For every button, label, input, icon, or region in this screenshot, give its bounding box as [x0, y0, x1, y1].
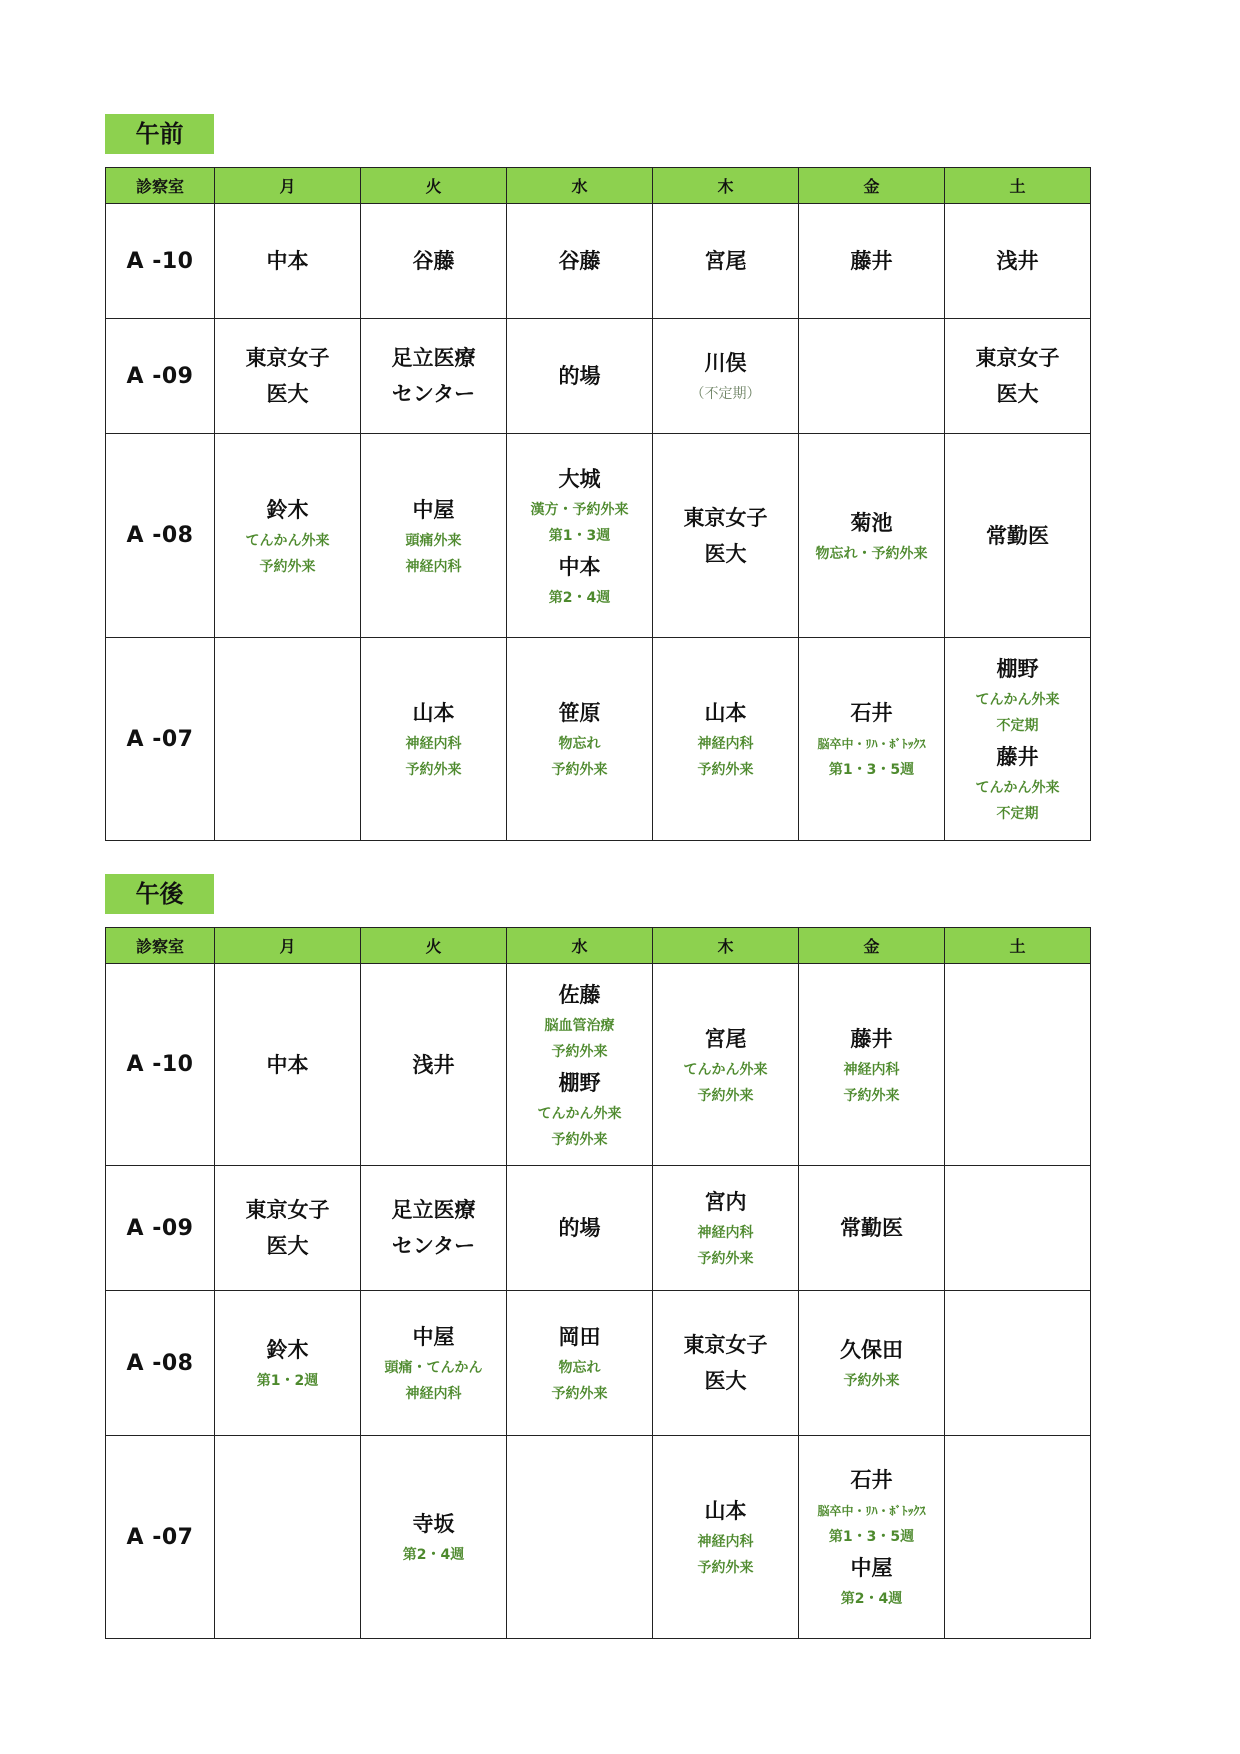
- clinic-note: 予約外来: [697, 1251, 754, 1267]
- clinic-note: 脳卒中・ﾘﾊ・ﾎﾞﾄｯｸｽ: [817, 737, 926, 751]
- doctor-name: 常勤医: [840, 1216, 903, 1240]
- schedule-cell-mon: [215, 319, 361, 434]
- doctor-name: 谷藤: [412, 249, 455, 273]
- doctor-name: センター: [391, 382, 476, 406]
- day-header-mon: 月: [215, 168, 361, 204]
- schedule-cell-thu: [653, 1291, 799, 1436]
- room-cell: A -08: [106, 434, 215, 638]
- doctor-name: 医大: [704, 1369, 747, 1393]
- clinic-note: 予約外来: [697, 1087, 754, 1104]
- table-row: [106, 319, 1091, 434]
- schedule-cell-sat: [945, 1166, 1091, 1291]
- cell-content: [945, 651, 1090, 827]
- doctor-name: 東京女子: [245, 346, 330, 370]
- clinic-note: 神経内科: [843, 1061, 900, 1078]
- doctor-name: 東京女子: [683, 1333, 768, 1357]
- cell-content: [215, 1192, 360, 1264]
- doctor-name: 笹原: [558, 701, 601, 725]
- clinic-note: 第1・3週: [548, 527, 611, 544]
- doctor-name: 鈴木: [266, 497, 309, 522]
- cell-content: [507, 1210, 652, 1246]
- day-header-tue: 火: [361, 928, 507, 964]
- table-row: [106, 1166, 1091, 1291]
- schedule-cell-fri: [799, 319, 945, 434]
- doctor-name: 鈴木: [266, 1338, 309, 1362]
- cell-content: [799, 243, 944, 279]
- schedule-cell-mon: [215, 638, 361, 841]
- cell-content: [653, 500, 798, 572]
- schedule-cell-wed: [507, 319, 653, 434]
- schedule-cell-wed: [507, 1436, 653, 1639]
- schedule-cell-tue: [361, 1436, 507, 1639]
- schedule-cell-fri: [799, 1291, 945, 1436]
- clinic-note: （不定期）: [690, 386, 761, 402]
- header-row: [106, 928, 1091, 964]
- cell-content: [215, 243, 360, 279]
- cell-content: [215, 340, 360, 412]
- clinic-note: 予約外来: [551, 762, 608, 778]
- schedule-cell-tue: [361, 1166, 507, 1291]
- doctor-name: 石井: [850, 701, 893, 725]
- schedule-cell-mon: [215, 1436, 361, 1639]
- clinic-note: 予約外来: [843, 1087, 900, 1104]
- morning-label: 午前: [105, 114, 214, 154]
- doctor-name: 菊池: [850, 510, 893, 535]
- day-header-thu: 木: [653, 928, 799, 964]
- clinic-note: てんかん外来: [975, 780, 1060, 796]
- cell-content: [653, 1327, 798, 1399]
- schedule-cell-wed: [507, 434, 653, 638]
- schedule-cell-thu: [653, 1436, 799, 1639]
- schedule-cell-tue: [361, 319, 507, 434]
- schedule-cell-sat: [945, 204, 1091, 319]
- clinic-note: てんかん外来: [683, 1061, 768, 1078]
- doctor-name: 棚野: [558, 1070, 601, 1095]
- schedule-cell-mon: [215, 1291, 361, 1436]
- schedule-cell-thu: [653, 964, 799, 1166]
- schedule-cell-wed: [507, 638, 653, 841]
- clinic-note: 予約外来: [551, 1043, 608, 1060]
- doctor-name: 久保田: [840, 1338, 903, 1362]
- clinic-note: てんかん外来: [245, 532, 330, 549]
- schedule-cell-fri: [799, 638, 945, 841]
- header-row: [106, 168, 1091, 204]
- clinic-note: 頭痛・てんかん: [384, 1360, 483, 1376]
- cell-content: [799, 505, 944, 567]
- cell-content: [799, 1021, 944, 1109]
- cell-content: [653, 1493, 798, 1581]
- clinic-note: 神経内科: [405, 736, 462, 752]
- cell-content: [361, 1319, 506, 1407]
- room-cell: A -10: [106, 204, 215, 319]
- clinic-note: 神経内科: [697, 736, 754, 752]
- schedule-cell-tue: [361, 204, 507, 319]
- clinic-note: 不定期: [996, 718, 1039, 734]
- room-header: 診察室: [106, 168, 215, 204]
- doctor-name: 中屋: [850, 1556, 893, 1580]
- schedule-cell-wed: [507, 1291, 653, 1436]
- day-header-sat: 土: [945, 168, 1091, 204]
- schedule-cell-tue: [361, 1291, 507, 1436]
- schedule-cell-sat: [945, 319, 1091, 434]
- schedule-cell-mon: [215, 204, 361, 319]
- schedule-cell-sat: [945, 964, 1091, 1166]
- cell-content: [799, 1462, 944, 1612]
- clinic-note: 予約外来: [551, 1131, 608, 1148]
- doctor-name: 医大: [704, 541, 747, 566]
- room-cell: A -07: [106, 1436, 215, 1639]
- table-row: [106, 434, 1091, 638]
- cell-content: [215, 1332, 360, 1394]
- clinic-note: 神経内科: [697, 1225, 754, 1241]
- schedule-cell-thu: [653, 434, 799, 638]
- clinic-note: 予約外来: [405, 762, 462, 778]
- schedule-cell-fri: [799, 964, 945, 1166]
- cell-content: [945, 243, 1090, 279]
- cell-content: [361, 1047, 506, 1083]
- afternoon-table-body: [106, 964, 1091, 1639]
- doctor-name: 中屋: [412, 1325, 455, 1349]
- clinic-note: 予約外来: [259, 558, 316, 575]
- schedule-cell-wed: [507, 1166, 653, 1291]
- doctor-name: 中本: [266, 1052, 309, 1077]
- doctor-name: 的場: [558, 364, 601, 388]
- morning-schedule-table: [105, 167, 1091, 841]
- schedule-cell-tue: [361, 638, 507, 841]
- doctor-name: 中屋: [412, 497, 455, 522]
- cell-content: [507, 358, 652, 394]
- doctor-name: 医大: [266, 1234, 309, 1258]
- doctor-name: 足立医療: [391, 346, 476, 370]
- day-header-thu: 木: [653, 168, 799, 204]
- schedule-cell-mon: [215, 1166, 361, 1291]
- clinic-note: 第1・2週: [256, 1373, 319, 1389]
- schedule-cell-sat: [945, 1291, 1091, 1436]
- clinic-note: 予約外来: [843, 1373, 900, 1389]
- day-header-wed: 水: [507, 928, 653, 964]
- cell-content: [653, 1184, 798, 1272]
- clinic-note: 第2・4週: [840, 1591, 903, 1607]
- doctor-name: 山本: [704, 1499, 747, 1523]
- clinic-note: 予約外来: [697, 762, 754, 778]
- clinic-note: 物忘れ: [558, 1360, 601, 1376]
- clinic-note: 漢方・予約外来: [530, 501, 629, 518]
- clinic-note: 第1・3・5週: [828, 762, 915, 778]
- room-header: 診察室: [106, 928, 215, 964]
- schedule-cell-wed: [507, 204, 653, 319]
- clinic-note: てんかん外来: [537, 1105, 622, 1122]
- schedule-cell-fri: [799, 1166, 945, 1291]
- cell-content: [507, 243, 652, 279]
- schedule-cell-tue: [361, 964, 507, 1166]
- cell-content: [215, 1047, 360, 1083]
- clinic-note: 不定期: [996, 806, 1039, 822]
- table-row: [106, 1436, 1091, 1639]
- clinic-note: 第2・4週: [402, 1547, 465, 1563]
- table-row: [106, 1291, 1091, 1436]
- doctor-name: 宮尾: [704, 1026, 747, 1051]
- cell-content: [507, 461, 652, 611]
- table-row: [106, 638, 1091, 841]
- schedule-cell-tue: [361, 434, 507, 638]
- cell-content: [653, 243, 798, 279]
- day-header-tue: 火: [361, 168, 507, 204]
- doctor-name: センター: [391, 1234, 476, 1258]
- doctor-name: 佐藤: [558, 982, 601, 1007]
- cell-content: [653, 695, 798, 783]
- day-header-fri: 金: [799, 168, 945, 204]
- cell-content: [215, 492, 360, 580]
- cell-content: [945, 340, 1090, 412]
- day-header-wed: 水: [507, 168, 653, 204]
- clinic-note: 神経内科: [405, 1386, 462, 1402]
- doctor-name: 宮尾: [704, 249, 747, 273]
- schedule-cell-sat: [945, 434, 1091, 638]
- schedule-cell-fri: [799, 204, 945, 319]
- doctor-name: 山本: [704, 701, 747, 725]
- afternoon-label: 午後: [105, 874, 214, 914]
- doctor-name: 藤井: [996, 745, 1039, 769]
- clinic-note: 予約外来: [551, 1386, 608, 1402]
- room-cell: A -09: [106, 1166, 215, 1291]
- schedule-cell-fri: [799, 1436, 945, 1639]
- cell-content: [507, 1319, 652, 1407]
- cell-content: [361, 1506, 506, 1568]
- cell-content: [799, 1332, 944, 1394]
- schedule-cell-sat: [945, 1436, 1091, 1639]
- doctor-name: 寺坂: [412, 1512, 455, 1536]
- cell-content: [361, 1192, 506, 1264]
- cell-content: [945, 518, 1090, 554]
- clinic-note: 頭痛外来: [405, 532, 462, 549]
- room-cell: A -09: [106, 319, 215, 434]
- clinic-note: 第2・4週: [548, 589, 611, 606]
- room-cell: A -10: [106, 964, 215, 1166]
- clinic-note: てんかん外来: [975, 692, 1060, 708]
- clinic-note: 第1・3・5週: [828, 1529, 915, 1545]
- schedule-cell-thu: [653, 204, 799, 319]
- cell-content: [361, 492, 506, 580]
- doctor-name: 的場: [558, 1216, 601, 1240]
- schedule-cell-wed: [507, 964, 653, 1166]
- room-cell: A -08: [106, 1291, 215, 1436]
- doctor-name: 藤井: [850, 249, 893, 273]
- cell-content: [653, 345, 798, 407]
- cell-content: [361, 340, 506, 412]
- table-row: [106, 204, 1091, 319]
- doctor-name: 石井: [850, 1468, 893, 1492]
- cell-content: [507, 695, 652, 783]
- afternoon-schedule-table: [105, 927, 1091, 1639]
- clinic-note: 脳卒中・ﾘﾊ・ﾎﾞﾄｯｸｽ: [817, 1504, 926, 1518]
- doctor-name: 川俣: [704, 351, 747, 375]
- doctor-name: 医大: [996, 382, 1039, 406]
- doctor-name: 藤井: [850, 1026, 893, 1051]
- cell-content: [799, 1210, 944, 1246]
- day-header-mon: 月: [215, 928, 361, 964]
- doctor-name: 中本: [558, 554, 601, 579]
- schedule-cell-mon: [215, 964, 361, 1166]
- day-header-sat: 土: [945, 928, 1091, 964]
- morning-section: [105, 114, 1089, 841]
- clinic-note: 神経内科: [405, 558, 462, 575]
- cell-content: [507, 977, 652, 1153]
- doctor-name: 山本: [412, 701, 455, 725]
- schedule-cell-fri: [799, 434, 945, 638]
- schedule-cell-thu: [653, 638, 799, 841]
- morning-table-body: [106, 204, 1091, 841]
- doctor-name: 常勤医: [986, 523, 1049, 548]
- clinic-note: 神経内科: [697, 1534, 754, 1550]
- clinic-note: 物忘れ: [558, 736, 601, 752]
- day-header-fri: 金: [799, 928, 945, 964]
- doctor-name: 東京女子: [975, 346, 1060, 370]
- cell-content: [799, 695, 944, 783]
- clinic-note: 予約外来: [697, 1560, 754, 1576]
- table-row: [106, 964, 1091, 1166]
- schedule-cell-thu: [653, 1166, 799, 1291]
- schedule-cell-mon: [215, 434, 361, 638]
- afternoon-section: [105, 874, 1089, 1639]
- clinic-note: 物忘れ・予約外来: [815, 545, 928, 562]
- doctor-name: 岡田: [558, 1325, 601, 1349]
- doctor-name: 浅井: [412, 1052, 455, 1077]
- room-cell: A -07: [106, 638, 215, 841]
- doctor-name: 浅井: [996, 249, 1039, 273]
- doctor-name: 中本: [266, 249, 309, 273]
- schedule-cell-sat: [945, 638, 1091, 841]
- doctor-name: 足立医療: [391, 1198, 476, 1222]
- cell-content: [361, 695, 506, 783]
- doctor-name: 宮内: [704, 1190, 747, 1214]
- doctor-name: 棚野: [996, 657, 1039, 681]
- schedule-cell-thu: [653, 319, 799, 434]
- cell-content: [361, 243, 506, 279]
- doctor-name: 大城: [558, 466, 601, 491]
- cell-content: [653, 1021, 798, 1109]
- clinic-note: 脳血管治療: [544, 1017, 615, 1034]
- doctor-name: 谷藤: [558, 249, 601, 273]
- doctor-name: 東京女子: [683, 505, 768, 530]
- doctor-name: 東京女子: [245, 1198, 330, 1222]
- doctor-name: 医大: [266, 382, 309, 406]
